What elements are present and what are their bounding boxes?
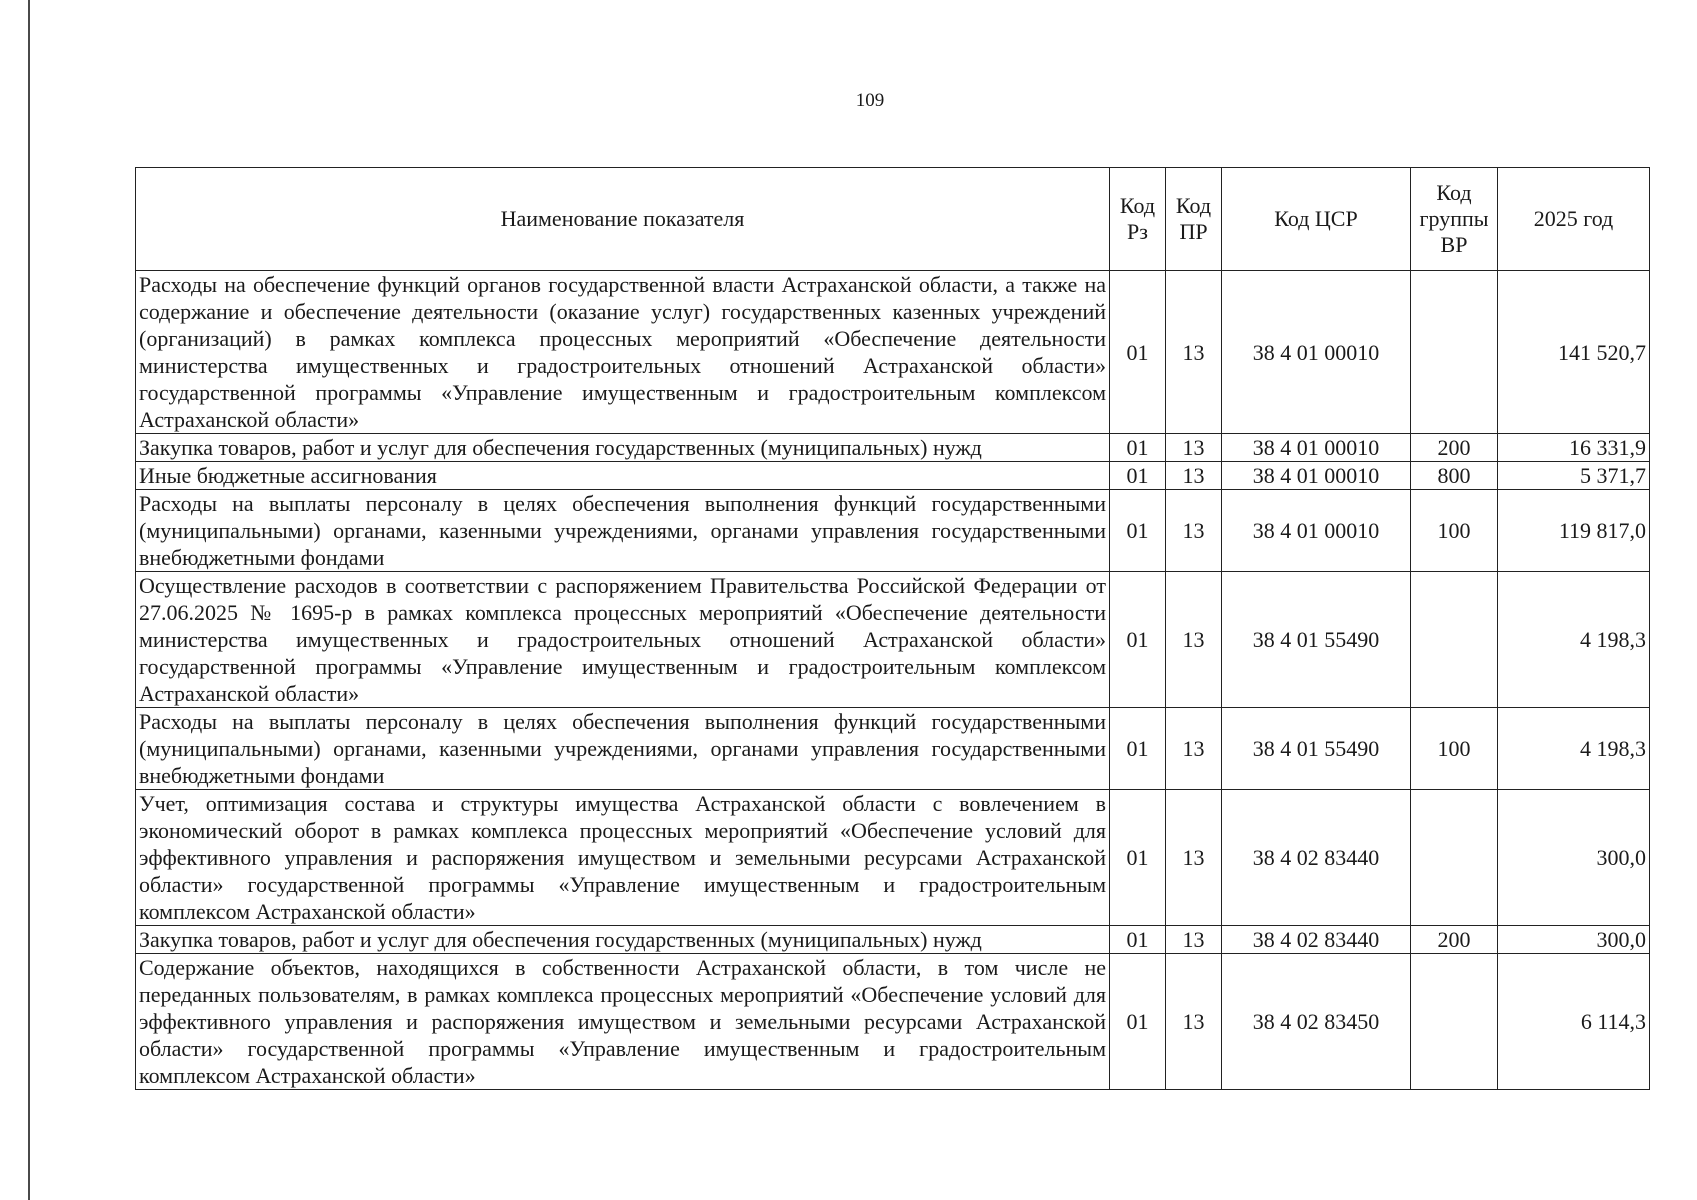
page-margin-line — [28, 0, 30, 1200]
row-vr — [1411, 954, 1498, 1090]
row-rz: 01 — [1110, 490, 1166, 572]
row-pr: 13 — [1166, 572, 1222, 708]
row-pr: 13 — [1166, 790, 1222, 926]
row-amount: 4 198,3 — [1498, 708, 1650, 790]
table-row — [136, 490, 1650, 572]
header-pr: Код ПР — [1166, 168, 1222, 271]
table-row — [136, 708, 1650, 790]
row-name: Содержание объектов, находящихся в собственности Астраханской области, в том числе не переданных пользователям, в рамках комплекса процессных мероприятий «Обеспечение условий для эффективного управления и распоряжения имуществом и земельными ресурсами Астраханской области» государственной программы «Управление имущественным и градостроительным комплексом Астраханской области» — [136, 954, 1110, 1090]
table-header-row — [136, 168, 1650, 271]
row-name: Расходы на выплаты персоналу в целях обеспечения выполнения функций государственными (муниципальными) органами, казенными учреждениями, органами управления государственными внебюджетными фондами — [136, 708, 1110, 790]
row-csr: 38 4 01 55490 — [1222, 572, 1411, 708]
row-csr: 38 4 01 55490 — [1222, 708, 1411, 790]
row-pr: 13 — [1166, 954, 1222, 1090]
row-amount: 5 371,7 — [1498, 462, 1650, 490]
header-vr: Код группы ВР — [1411, 168, 1498, 271]
row-pr: 13 — [1166, 271, 1222, 434]
row-pr: 13 — [1166, 434, 1222, 462]
budget-table — [135, 167, 1650, 1090]
row-name: Иные бюджетные ассигнования — [136, 462, 1110, 490]
row-name: Закупка товаров, работ и услуг для обеспечения государственных (муниципальных) нужд — [136, 434, 1110, 462]
row-rz: 01 — [1110, 790, 1166, 926]
table-row — [136, 572, 1650, 708]
row-csr: 38 4 01 00010 — [1222, 462, 1411, 490]
table-row — [136, 271, 1650, 434]
row-csr: 38 4 01 00010 — [1222, 434, 1411, 462]
table-row — [136, 462, 1650, 490]
row-csr: 38 4 02 83440 — [1222, 926, 1411, 954]
row-vr: 200 — [1411, 926, 1498, 954]
table-row — [136, 954, 1650, 1090]
row-csr: 38 4 01 00010 — [1222, 490, 1411, 572]
row-csr: 38 4 02 83450 — [1222, 954, 1411, 1090]
row-vr: 100 — [1411, 490, 1498, 572]
row-name: Учет, оптимизация состава и структуры имущества Астраханской области с вовлечением в экономический оборот в рамках комплекса процессных мероприятий «Обеспечение условий для эффективного управления и распоряжения имуществом и земельными ресурсами Астраханской области» государственной программы «Управление имущественным и градостроительным комплексом Астраханской области» — [136, 790, 1110, 926]
row-rz: 01 — [1110, 954, 1166, 1090]
row-pr: 13 — [1166, 490, 1222, 572]
page-number: 109 — [855, 90, 885, 111]
row-amount: 16 331,9 — [1498, 434, 1650, 462]
row-amount: 6 114,3 — [1498, 954, 1650, 1090]
header-csr: Код ЦСР — [1222, 168, 1411, 271]
header-year: 2025 год — [1498, 168, 1650, 271]
row-pr: 13 — [1166, 462, 1222, 490]
row-name: Расходы на выплаты персоналу в целях обеспечения выполнения функций государственными (муниципальными) органами, казенными учреждениями, органами управления государственными внебюджетными фондами — [136, 490, 1110, 572]
row-vr: 800 — [1411, 462, 1498, 490]
header-rz: Код Рз — [1110, 168, 1166, 271]
row-rz: 01 — [1110, 434, 1166, 462]
row-amount: 4 198,3 — [1498, 572, 1650, 708]
row-rz: 01 — [1110, 926, 1166, 954]
row-rz: 01 — [1110, 708, 1166, 790]
row-rz: 01 — [1110, 572, 1166, 708]
row-vr: 200 — [1411, 434, 1498, 462]
row-vr — [1411, 271, 1498, 434]
row-amount: 141 520,7 — [1498, 271, 1650, 434]
row-vr — [1411, 790, 1498, 926]
row-pr: 13 — [1166, 708, 1222, 790]
row-rz: 01 — [1110, 462, 1166, 490]
header-name: Наименование показателя — [136, 168, 1110, 271]
row-vr — [1411, 572, 1498, 708]
row-rz: 01 — [1110, 271, 1166, 434]
row-amount: 119 817,0 — [1498, 490, 1650, 572]
table-row — [136, 790, 1650, 926]
row-pr: 13 — [1166, 926, 1222, 954]
row-csr: 38 4 02 83440 — [1222, 790, 1411, 926]
row-name: Осуществление расходов в соответствии с распоряжением Правительства Российской Федерации от 27.06.2025 № 1695-р в рамках комплекса процессных мероприятий «Обеспечение деятельности министерства имущественных и градостроительных отношений Астраханской области» государственной программы «Управление имущественным и градостроительным комплексом Астраханской области» — [136, 572, 1110, 708]
row-amount: 300,0 — [1498, 790, 1650, 926]
row-amount: 300,0 — [1498, 926, 1650, 954]
row-vr: 100 — [1411, 708, 1498, 790]
row-csr: 38 4 01 00010 — [1222, 271, 1411, 434]
table-row — [136, 926, 1650, 954]
row-name: Закупка товаров, работ и услуг для обеспечения государственных (муниципальных) нужд — [136, 926, 1110, 954]
row-name: Расходы на обеспечение функций органов государственной власти Астраханской области, а также на содержание и обеспечение деятельности (оказание услуг) государственных казенных учреждений (организаций) в рамках комплекса процессных мероприятий «Обеспечение деятельности министерства имущественных и градостроительных отношений Астраханской области» государственной программы «Управление имущественным и градостроительным комплексом Астраханской области» — [136, 271, 1110, 434]
table-row — [136, 434, 1650, 462]
